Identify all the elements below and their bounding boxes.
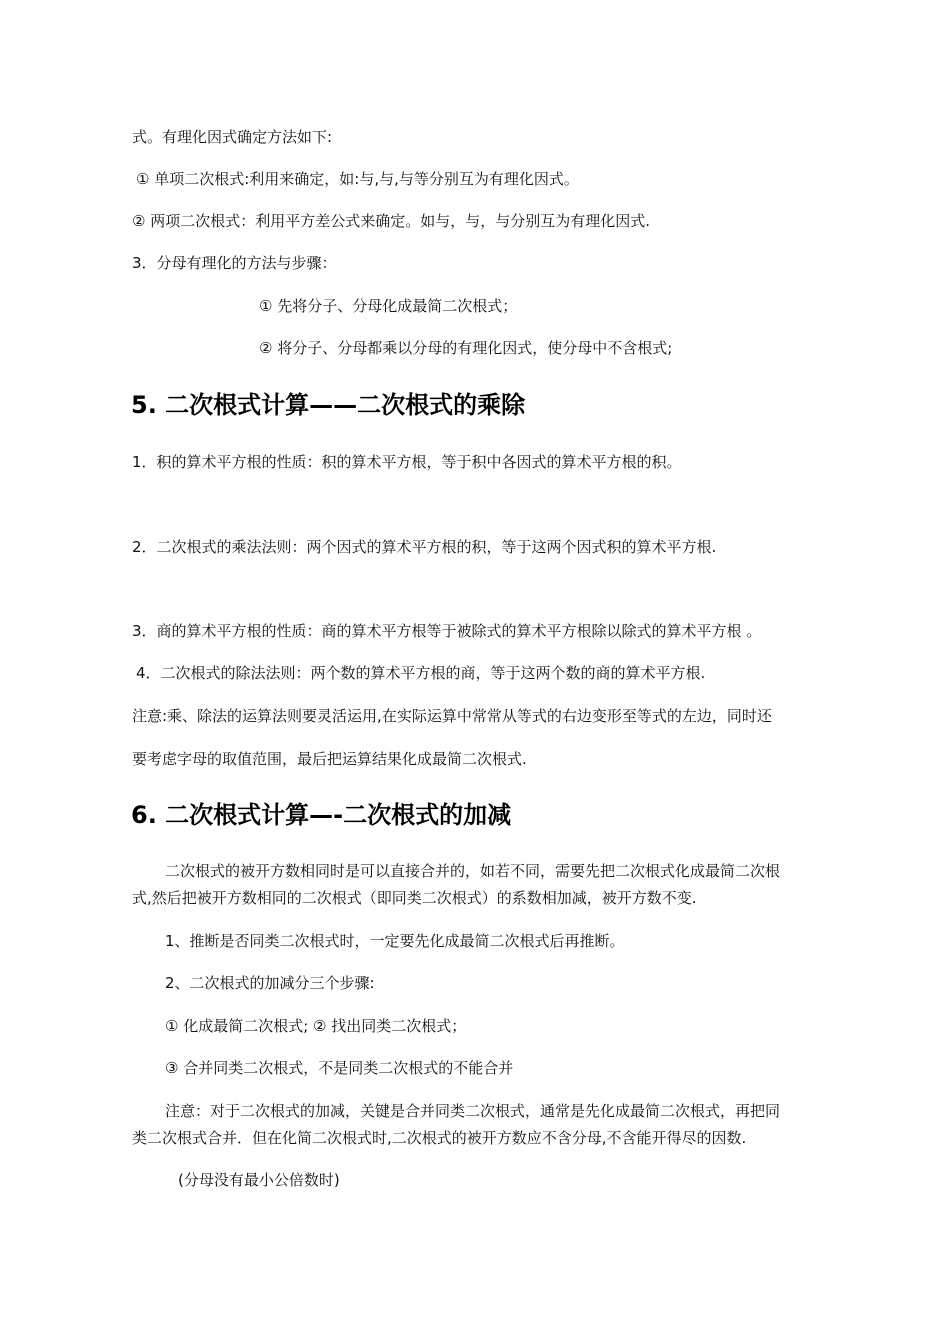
- intro-step-1: ① 先将分子、分母化成最简二次根式；: [259, 297, 518, 315]
- section-6-step-3: ③ 合并同类二次根式，不是同类二次根式的不能合并: [165, 1059, 514, 1077]
- section-6-note-line-1: 注意：对于二次根式的加减，关键是合并同类二次根式，通常是先化成最简二次根式，再把同: [165, 1102, 781, 1120]
- section-6-item-1: 1、推断是否同类二次根式时，一定要先化成最简二次根式后再推断。: [165, 932, 625, 950]
- intro-line-4: 3．分母有理化的方法与步骤：: [132, 254, 337, 272]
- section-6-heading: 6. 二次根式计算—-二次根式的加减: [131, 801, 512, 829]
- section-5-note-line-1: 注意:乘、除法的运算法则要灵活运用,在实际运算中常常从等式的右边变形至等式的左边，同时还: [132, 707, 772, 725]
- section-5-item-4: 4．二次根式的除法法则：两个数的算术平方根的商，等于这两个数的商的算术平方根.: [136, 664, 706, 682]
- section-5-item-2: 2．二次根式的乘法法则：两个因式的算术平方根的积，等于这两个因式积的算术平方根.: [132, 538, 717, 556]
- section-6-note-line-2: 类二次根式合并．但在化简二次根式时,二次根式的被开方数应不含分母,不含能开得尽的因数.: [132, 1129, 747, 1147]
- section-6-steps-1-2: ① 化成最简二次根式; ② 找出同类二次根式；: [165, 1017, 467, 1035]
- section-6-para-line-2: 式,然后把被开方数相同的二次根式（即同类二次根式）的系数相加减，被开方数不变.: [132, 889, 697, 907]
- intro-line-2: ① 单项二次根式:利用来确定，如:与,与,与等分别互为有理化因式。: [136, 170, 579, 188]
- intro-line-1: 式。有理化因式确定方法如下:: [132, 128, 333, 146]
- intro-step-2: ② 将分子、分母都乘以分母的有理化因式，使分母中不含根式;: [259, 339, 673, 357]
- section-6-footnote: (分母没有最小公倍数时): [178, 1171, 340, 1189]
- section-5-heading: 5. 二次根式计算——二次根式的乘除: [131, 391, 526, 419]
- section-6-item-2: 2、二次根式的加减分三个步骤:: [165, 974, 375, 992]
- section-5-item-3: 3．商的算术平方根的性质：商的算术平方根等于被除式的算术平方根除以除式的算术平方根 。: [132, 622, 762, 640]
- section-6-para-line-1: 二次根式的被开方数相同时是可以直接合并的，如若不同，需要先把二次根式化成最简二次根: [165, 862, 781, 880]
- section-5-note-line-2: 要考虑字母的取值范围，最后把运算结果化成最简二次根式.: [132, 750, 527, 768]
- section-5-item-1: 1．积的算术平方根的性质：积的算术平方根，等于积中各因式的算术平方根的积。: [132, 453, 682, 471]
- intro-line-3: ② 两项二次根式：利用平方差公式来确定。如与，与，与分别互为有理化因式.: [132, 212, 650, 230]
